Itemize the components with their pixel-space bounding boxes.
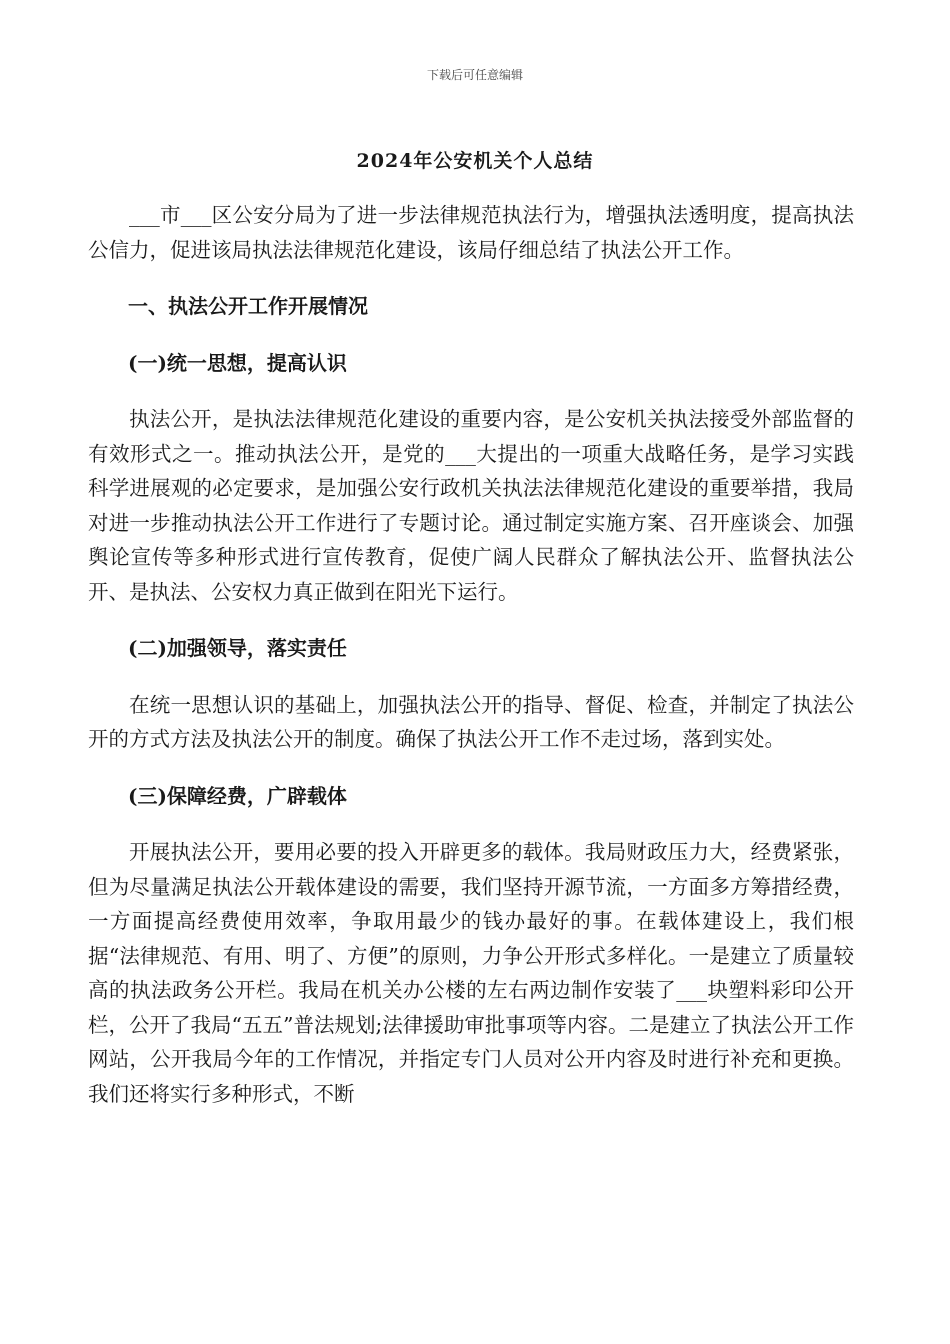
- section-heading-1: 一、执法公开工作开展情况: [128, 294, 368, 318]
- document-title: 2024年公安机关个人总结: [356, 150, 594, 172]
- document-body: [88, 198, 854, 1111]
- header-note: 下载后可任意编辑: [426, 68, 523, 82]
- subsection-body-1: 执法公开，是执法法律规范化建设的重要内容，是公安机关执法接受外部监督的有效形式之一。推动执法公开，是党的___大提出的一项重大战略任务，是学习实践科学进展观的必定要求，是加强公安行政机关执法法律规范化建设的重要举措，我局对进一步推动执法公开工作进行了专题讨论。通过制定实施方案、召开座谈会、加强舆论宣传等多种形式进行宣传教育，促使广阔人民群众了解执法公开、监督执法公开、是执法、公安权力真正做到在阳光下运行。: [88, 407, 854, 604]
- subsection-heading-1: (一)统一思想，提高认识: [128, 350, 347, 375]
- subsection-heading-2: (二)加强领导，落实责任: [128, 636, 347, 660]
- intro-paragraph: ___市___区公安分局为了进一步法律规范执法行为，增强执法透明度，提高执法公信力，促进该局执法法律规范化建设，该局仔细总结了执法公开工作。: [88, 203, 854, 262]
- subsection-heading-3: (三)保障经费，广辟载体: [128, 783, 347, 808]
- subsection-body-2: 在统一思想认识的基础上，加强执法公开的指导、督促、检查，并制定了执法公开的方式方法及执法公开的制度。确保了执法公开工作不走过场，落到实处。: [88, 692, 854, 751]
- subsection-body-3: 开展执法公开，要用必要的投入开辟更多的载体。我局财政压力大，经费紧张，但为尽量满足执法公开载体建设的需要，我们坚持开源节流，一方面多方筹措经费，一方面提高经费使用效率，争取用最少的钱办最好的事。在载体建设上，我们根据“法律规范、有用、明了、方便”的原则，力争公开形式多样化。一是建立了质量较高的执法政务公开栏。我局在机关办公楼的左右两边制作安装了___块塑料彩印公开栏，公开了我局“五五”普法规划;法律援助审批事项等内容。二是建立了执法公开工作网站，公开我局今年的工作情况，并指定专门人员对公开内容及时进行补充和更换。我们还将实行多种形式，不断: [88, 840, 854, 1106]
